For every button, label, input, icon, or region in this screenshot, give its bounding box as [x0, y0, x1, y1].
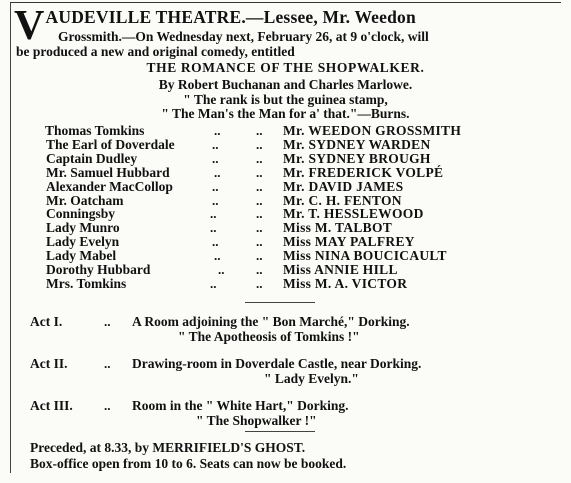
cast-dots-2: ..: [256, 275, 263, 291]
cast-dots-1: ..: [214, 123, 221, 138]
act-subtitle: " Lady Evelyn.": [264, 371, 359, 386]
cast-actor: Miss M. A. VICTOR: [283, 275, 408, 291]
cast-dots-2: ..: [256, 164, 263, 180]
act-dots: ..: [104, 398, 111, 413]
cast-actor: Mr. SYDNEY BROUGH: [283, 150, 431, 166]
act-label: Act I.: [30, 314, 63, 329]
act-label: Act II.: [30, 356, 68, 371]
cast-role: Mr. Oatcham: [46, 192, 124, 208]
cast-role: Conningsby: [46, 206, 116, 222]
cast-dots-1: ..: [212, 178, 219, 194]
quote-line-2: " The Man's the Man for a' that."—Burns.: [161, 106, 410, 121]
act-dots: ..: [104, 314, 111, 329]
next-advert-cutoff: [10, 474, 550, 483]
cast-actor: Miss ANNIE HILL: [283, 262, 398, 277]
cast-dots-1: ..: [210, 206, 217, 222]
cast-actor: Miss MAY PALFREY: [283, 234, 415, 250]
cast-dots-2: ..: [256, 206, 263, 222]
footer-preceded: Preceded, at 8.33, by MERRIFIELD'S GHOST.: [30, 440, 306, 455]
act-description: Room in the " White Hart," Dorking.: [132, 398, 349, 413]
cast-actor: Miss M. TALBOT: [283, 220, 393, 236]
cast-dots-1: ..: [210, 220, 217, 236]
cast-role: Lady Evelyn: [46, 234, 120, 250]
cast-actor: Mr. WEEDON GROSSMITH: [283, 123, 462, 138]
cast-dots-2: ..: [256, 262, 263, 277]
intro-line-3: be produced a new and original comedy, entitled: [16, 44, 295, 59]
headline-text: AUDEVILLE THEATRE.—Lessee, Mr. Weedon: [45, 7, 416, 27]
cast-actor: Mr. FREDERICK VOLPÉ: [283, 164, 444, 180]
cast-dots-2: ..: [256, 136, 263, 152]
cast-dots-2: ..: [256, 123, 263, 138]
act-dots: ..: [104, 356, 111, 371]
quote-line-1: " The rank is but the guinea stamp,: [183, 92, 388, 107]
top-rule: [10, 2, 561, 3]
cast-dots-2: ..: [256, 192, 263, 208]
cast-role: Dorothy Hubbard: [46, 262, 151, 277]
cast-dots-2: ..: [256, 220, 263, 236]
cast-role: Mrs. Tomkins: [46, 275, 127, 291]
footer-box-office: Box-office open from 10 to 6. Seats can now be booked.: [30, 456, 347, 471]
intro-line-2: Grossmith.—On Wednesday next, February 26, at 9 o'clock, will: [58, 29, 429, 44]
cast-dots-1: ..: [218, 262, 225, 277]
cast-role: Mr. Samuel Hubbard: [46, 164, 170, 180]
cast-role: Lady Munro: [46, 220, 120, 236]
cast-dots-2: ..: [256, 150, 263, 166]
play-authors: By Robert Buchanan and Charles Marlowe.: [158, 77, 413, 92]
cast-actor: Mr. C. H. FENTON: [283, 192, 402, 208]
act-description: Drawing-room in Doverdale Castle, near Dorking.: [132, 356, 422, 371]
cast-dots-1: ..: [214, 248, 221, 264]
section-rule-2: [245, 431, 315, 432]
cast-dots-1: ..: [210, 275, 217, 291]
cast-dots-1: ..: [212, 136, 219, 152]
play-title: THE ROMANCE OF THE SHOPWALKER.: [146, 60, 425, 75]
cast-role: Thomas Tomkins: [45, 123, 145, 138]
cast-role: Alexander MacCollop: [46, 178, 173, 194]
act-label: Act III.: [30, 398, 73, 413]
cast-role: Captain Dudley: [46, 150, 138, 166]
act-subtitle: " The Apotheosis of Tomkins !": [178, 329, 360, 344]
cast-actor: Mr. SYDNEY WARDEN: [283, 136, 431, 152]
cast-dots-1: ..: [214, 164, 221, 180]
act-description: A Room adjoining the " Bon Marché," Dorking.: [132, 314, 410, 329]
cast-dots-2: ..: [256, 234, 263, 250]
cast-actor: Miss NINA BOUCICAULT: [283, 248, 447, 264]
drop-cap: V: [14, 3, 45, 49]
cast-dots-1: ..: [212, 234, 219, 250]
section-rule-1: [245, 302, 315, 303]
cast-role: Lady Mabel: [46, 248, 117, 264]
cast-actor: Mr. T. HESSLEWOOD: [283, 206, 424, 222]
cast-dots-1: ..: [212, 150, 219, 166]
cast-dots-2: ..: [256, 248, 263, 264]
cast-dots-1: ..: [212, 192, 219, 208]
cast-dots-2: ..: [256, 178, 263, 194]
cast-role: The Earl of Doverdale: [46, 136, 175, 152]
cast-actor: Mr. DAVID JAMES: [283, 178, 404, 194]
act-subtitle: " The Shopwalker !": [196, 413, 317, 428]
